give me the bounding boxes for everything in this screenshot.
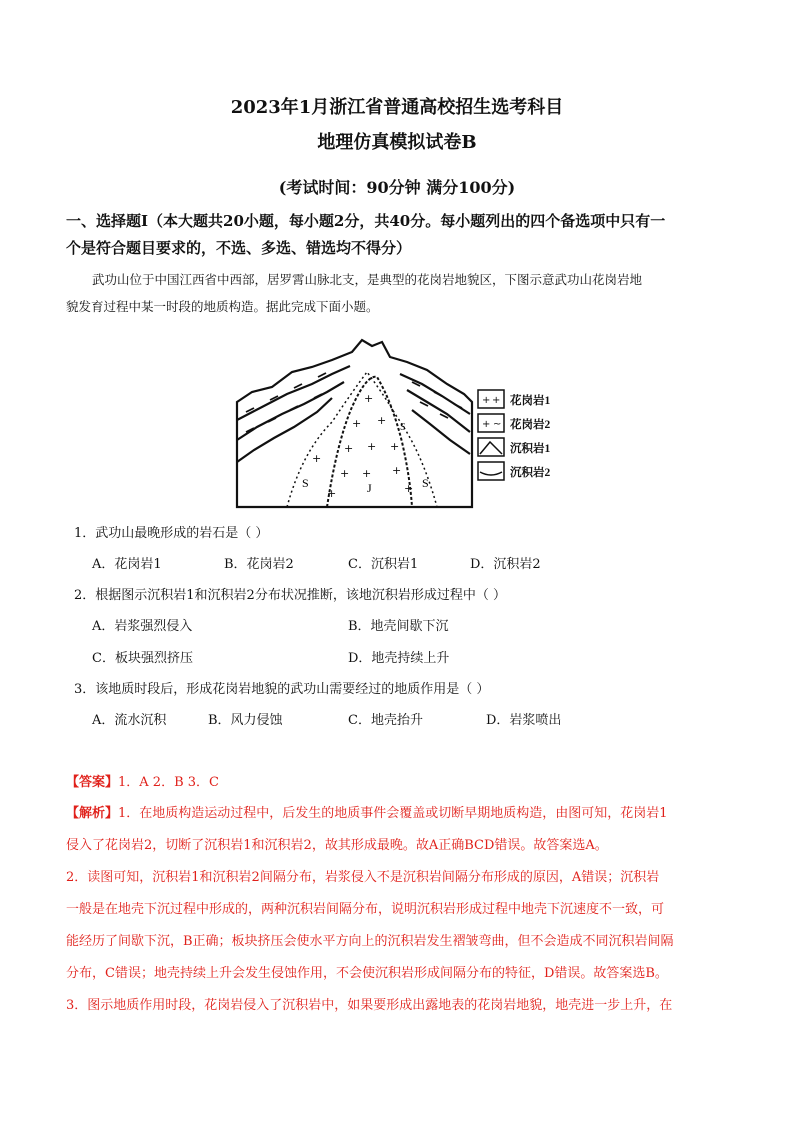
legend-granite-1: 花岗岩1 — [510, 395, 551, 407]
svg-text:+: + — [367, 440, 377, 453]
question-2-option-c[interactable]: C．板块强烈挤压 — [92, 651, 193, 666]
svg-text:+: + — [312, 452, 322, 465]
svg-text:+: + — [482, 395, 491, 406]
analysis-line6: 分布，C错误；地壳持续上升会发生侵蚀作用，不会使沉积岩形成间隔分布的特征，D错误。故答案选B。 — [66, 966, 668, 981]
question-1-option-d[interactable]: D．沉积岩2 — [470, 557, 541, 572]
exam-title-line2: 地理仿真模拟试卷B — [317, 132, 477, 153]
section-heading-line2: 个是符合题目要求的，不选、多选、错选均不得分） — [66, 239, 412, 257]
svg-text:+: + — [340, 467, 350, 480]
label-s-upper: S — [400, 422, 406, 433]
question-3-option-c[interactable]: C．地壳抬升 — [348, 713, 423, 728]
label-j: J — [367, 481, 372, 495]
analysis-text-1: 1．在地质构造运动过程中，后发生的地质事件会覆盖或切断早期地质构造，由图可知，花岗岩1 — [118, 806, 668, 821]
geology-figure — [232, 332, 562, 512]
svg-text:+: + — [492, 395, 501, 406]
question-2-option-b[interactable]: B．地壳间歇下沉 — [348, 619, 449, 634]
svg-text:~: ~ — [493, 419, 502, 430]
question-1-option-c[interactable]: C．沉积岩1 — [348, 557, 419, 572]
question-3-option-d[interactable]: D．岩浆喷出 — [486, 713, 562, 728]
exam-info: (考试时间：90分钟 满分100分) — [278, 178, 516, 197]
exam-title-line1: 2023年1月浙江省普通高校招生选考科目 — [230, 97, 564, 118]
question-2-option-d[interactable]: D．地壳持续上升 — [348, 651, 450, 666]
question-1-option-b[interactable]: B．花岗岩2 — [224, 557, 294, 572]
question-3-option-b[interactable]: B．风力侵蚀 — [208, 713, 283, 728]
svg-text:+: + — [482, 419, 491, 430]
question-2-stem: 2．根据图示沉积岩1和沉积岩2分布状况推断，该地沉积岩形成过程中（ ） — [74, 588, 506, 603]
legend-granite-2: 花岗岩2 — [510, 419, 551, 431]
analysis-line3: 2．读图可知，沉积岩1和沉积岩2间隔分布，岩浆侵入不是沉积岩间隔分布形成的原因，A错误；沉积岩 — [66, 870, 660, 885]
answer-line — [66, 771, 219, 790]
svg-text:+: + — [392, 464, 402, 477]
analysis-line5: 能经历了间歇下沉，B正确；板块挤压会使水平方向上的沉积岩发生褶皱弯曲，但不会造成不同沉积岩间隔 — [66, 934, 674, 949]
answer-text: 1．A 2．B 3．C — [118, 775, 219, 790]
svg-text:+: + — [344, 442, 354, 455]
question-1-stem: 1．武功山最晚形成的岩石是（ ） — [74, 526, 269, 541]
question-3-stem: 3．该地质时段后，形成花岗岩地貌的武功山需要经过的地质作用是（ ） — [74, 682, 490, 697]
section-heading-line1: 一、选择题Ⅰ（本大题共20小题，每小题2分，共40分。每小题列出的四个备选项中只有一 — [66, 212, 666, 230]
answer-tag: 【答案】 — [66, 775, 119, 790]
passage-line1: 武功山位于中国江西省中西部，居罗霄山脉北支，是典型的花岗岩地貌区，下图示意武功山花岗岩地 — [92, 272, 643, 287]
analysis-line1 — [66, 802, 668, 821]
passage-line2: 貌发育过程中某一时段的地质构造。据此完成下面小题。 — [66, 299, 379, 314]
question-1-option-a[interactable]: A．花岗岩1 — [92, 557, 162, 572]
svg-text:+: + — [377, 414, 387, 427]
svg-text:+: + — [404, 482, 414, 495]
analysis-line7: 3．图示地质作用时段，花岗岩侵入了沉积岩中，如果要形成出露地表的花岗岩地貌，地壳进一步上升，在 — [66, 998, 673, 1013]
question-2-option-a[interactable]: A．岩浆强烈侵入 — [92, 619, 193, 634]
question-3-option-a[interactable]: A．流水沉积 — [92, 713, 167, 728]
svg-text:+: + — [327, 487, 337, 500]
legend-sedimentary-2: 沉积岩2 — [510, 467, 551, 479]
label-s-right: S — [422, 476, 429, 490]
analysis-line2: 侵入了花岗岩2，切断了沉积岩1和沉积岩2，故其形成最晚。故A正确BCD错误。故答案选A。 — [66, 838, 608, 853]
svg-text:+: + — [352, 417, 362, 430]
label-s-left: S — [302, 476, 309, 490]
svg-text:+: + — [364, 392, 374, 405]
legend-sedimentary-1: 沉积岩1 — [510, 443, 551, 455]
analysis-tag: 【解析】 — [66, 806, 119, 821]
svg-text:+: + — [390, 440, 400, 453]
analysis-line4: 一般是在地壳下沉过程中形成的，两种沉积岩间隔分布，说明沉积岩形成过程中地壳下沉速度不一致，可 — [66, 902, 665, 917]
svg-text:+: + — [362, 467, 372, 480]
